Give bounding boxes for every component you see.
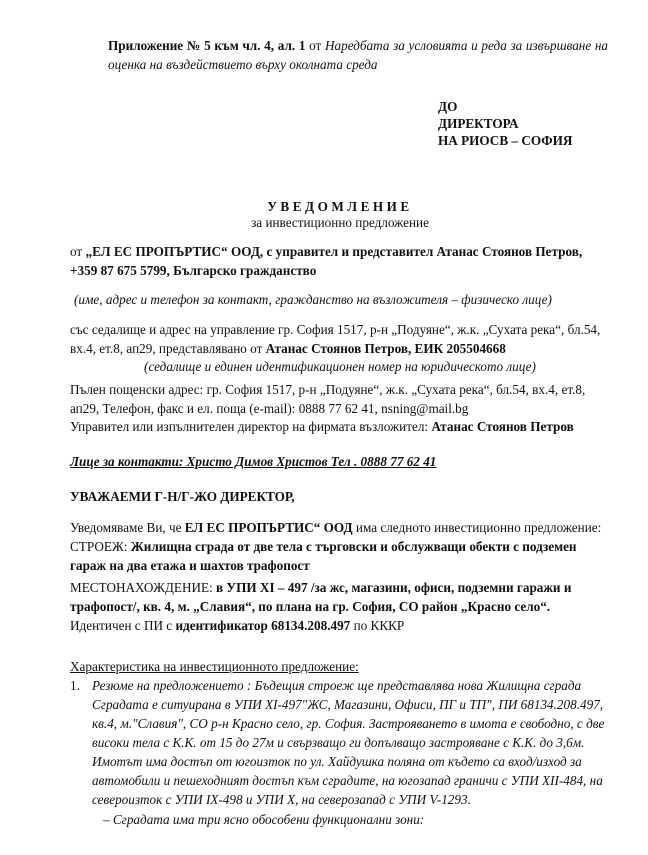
postal-block <box>70 380 610 418</box>
postal-text: Пълен пощенски адрес: гр. София 1517, р-н „Подуяне“, ж.к. „Сухата река“, бл.54, вх.4, ет.8, ап29, Телефон, факс и ел. поща (e-mail): 0888 77 62 41, nsning@mail.bg <box>70 382 586 416</box>
location-tail: по КККР <box>353 618 405 633</box>
notice-intro: Уведомяваме Ви, че <box>70 520 182 535</box>
notice-block <box>70 518 610 575</box>
seat-block <box>70 320 610 358</box>
location-label: МЕСТОНАХОЖДЕНИЕ: <box>70 580 213 595</box>
characteristics-heading: Характеристика на инвестиционното предложение: <box>70 659 359 674</box>
annex-ref: Приложение № 5 към чл. 4, ал. 1 <box>108 38 306 53</box>
location-block <box>70 578 610 635</box>
characteristics-subitem: – Сградата има три ясно обособени функционални зони: <box>103 812 425 827</box>
notice-company: ЕЛ ЕС ПРОПЪРТИС“ ООД <box>184 520 353 535</box>
location-identifier: идентификатор 68134.208.497 <box>175 618 351 633</box>
item-number: 1. <box>70 678 80 693</box>
addressee-line-3: НА РИОСВ – СОФИЯ <box>438 133 573 148</box>
annex-reference <box>108 36 608 74</box>
seat-hint: (седалище и единен идентификационен номер на юридическото лице) <box>144 359 536 374</box>
document-subtitle: за инвестиционно предложение <box>251 215 429 230</box>
location-text: в УПИ XI – 497 /за жс, магазини, офиси, подземни гаражи и трафопост/, кв. 4, м. „Славия“, по плана на гр. София, СО район „Красно село“. <box>70 580 572 614</box>
seat-representative: Атанас Стоянов Петров, ЕИК 205504668 <box>265 341 506 356</box>
manager-name: Атанас Стоянов Петров <box>431 419 574 434</box>
notice-rest: има следното инвестиционно предложение: <box>355 520 602 535</box>
build-text: Жилищна сграда от две тела с търговски и обслужващи обекти с подземен гараж на два етажа и шахтов трафопост <box>70 539 577 573</box>
addressee-block <box>438 98 628 149</box>
applicant-prefix: от <box>70 244 83 259</box>
build-label: СТРОЕЖ: <box>70 539 128 554</box>
manager-label: Управител или изпълнителен директор на фирмата възложител: <box>70 419 429 434</box>
applicant-text: „ЕЛ ЕС ПРОПЪРТИС“ ООД, с управител и представител Атанас Стоянов Петров, +359 87 675 5799, Българско гражданство <box>70 244 583 278</box>
item-text: Резюме на предложението : Бъдещия строеж ще представлява нова Жилищна сграда Сградата е ситуирана в УПИ XI-497"ЖС, Магазини, Офиси, ПГ и ТП", ПИ 68134.208.497, кв.4, м."Славия", СО р-н Красно село, гр. София. Застрояването в имота е свободно, с две високи тела с К.К. от 15 до 27м и свързващо ги допълващо застрояване с К.К. до 3,6м. Имотът има достъп от югоизток по ул. Хайдушка поляна от където са вход/изход за автомобили и пешеходният достъп към сградите, на югозапад граничи с УПИ XII-484, на североизток с УПИ IX-498 и УПИ X, на северозапад с УПИ V-1293. <box>92 678 605 807</box>
annex-from: от <box>309 38 322 53</box>
contact-person: Лице за контакти: Христо Димов Христов Тел . 0888 77 62 41 <box>70 454 437 469</box>
addressee-line-2: ДИРЕКТОРА <box>438 116 519 131</box>
addressee-line-1: ДО <box>438 99 458 114</box>
greeting: УВАЖАЕМИ Г-Н/Г-ЖО ДИРЕКТОР, <box>70 489 295 504</box>
manager-line <box>70 417 610 436</box>
applicant-hint: (име, адрес и телефон за контакт, гражданство на възложителя – физическо лице) <box>74 292 552 307</box>
document-title: УВЕДОМЛЕНИЕ <box>267 199 413 214</box>
annex-title: Наредбата за условията и реда за извършване на оценка на въздействието върху околната среда <box>108 38 609 72</box>
seat-text: със седалище и адрес на управление гр. София 1517, р-н „Подуяне“, ж.к. „Сухата река“, бл.54, вх.4, ет.8, ап29, представлявано от <box>70 322 601 356</box>
location-rest: Идентичен с ПИ с <box>70 618 173 633</box>
applicant-block <box>70 242 610 280</box>
